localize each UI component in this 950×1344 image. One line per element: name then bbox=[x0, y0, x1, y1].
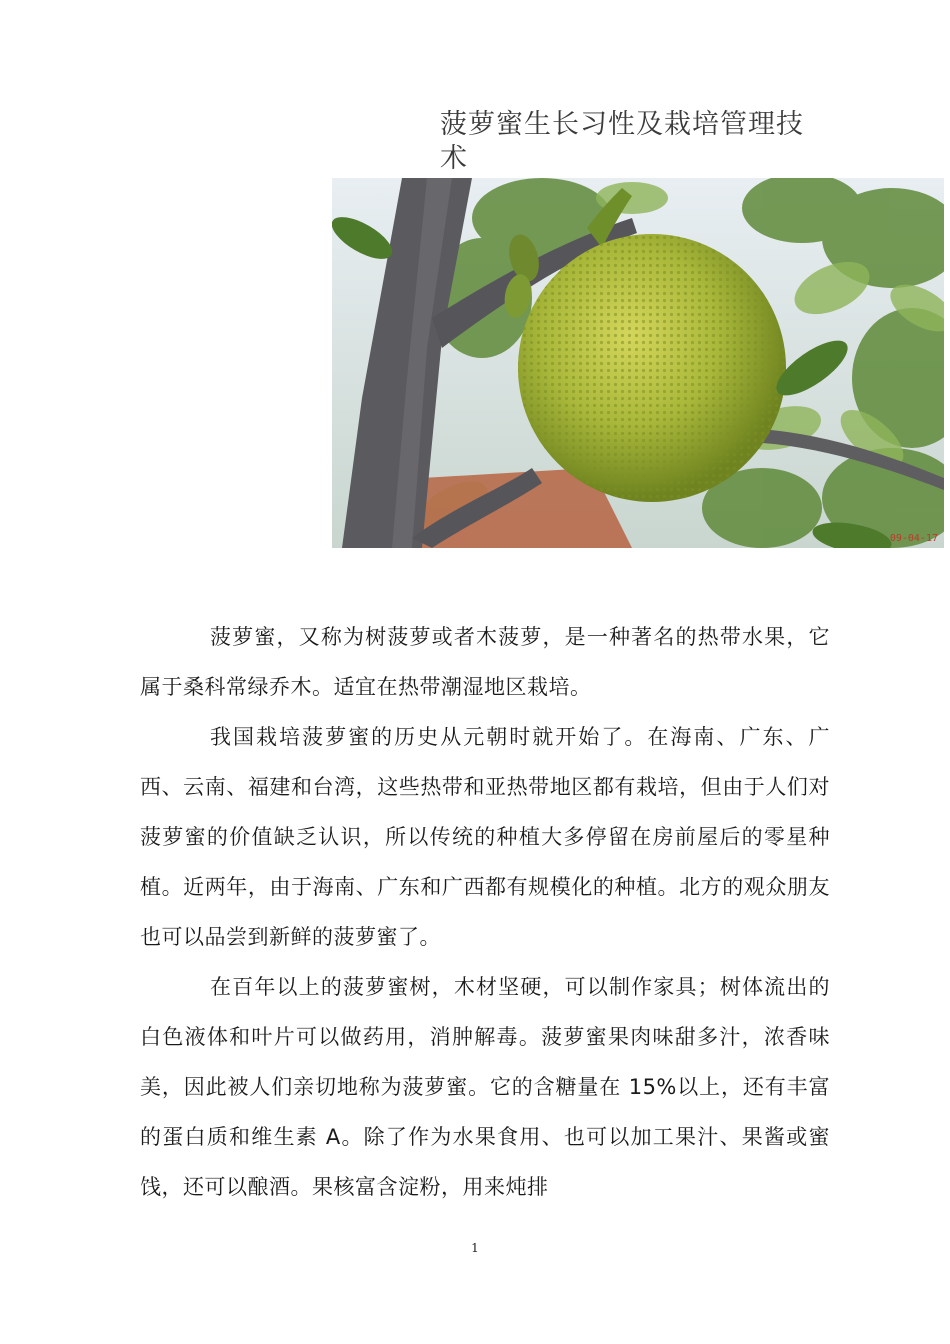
document-title: 菠萝蜜生长习性及栽培管理技术 bbox=[440, 109, 804, 174]
photo-date-stamp: 09-04-17 bbox=[889, 533, 938, 544]
paragraph-history: 我国栽培菠萝蜜的历史从元朝时就开始了。在海南、广东、广西、云南、福建和台湾，这些热带和亚热带地区都有栽培，但由于人们对菠萝蜜的价值缺乏认识，所以传统的种植大多停留在房前屋后的零星种植。近两年，由于海南、广东和广西都有规模化的种植。北方的观众朋友也可以品尝到新鲜的菠萝蜜了。 bbox=[140, 725, 830, 949]
jackfruit-photo bbox=[332, 178, 944, 548]
document-body bbox=[140, 612, 830, 1212]
paragraph-intro: 菠萝蜜，又称为树菠萝或者木菠萝，是一种著名的热带水果，它属于桑科常绿乔木。适宜在热带潮湿地区栽培。 bbox=[140, 625, 830, 699]
page-number: 1 bbox=[471, 1241, 479, 1255]
paragraph-uses: 在百年以上的菠萝蜜树，木材坚硬，可以制作家具；树体流出的白色液体和叶片可以做药用，消肿解毒。菠萝蜜果肉味甜多汁，浓香味美，因此被人们亲切地称为菠萝蜜。它的含糖量在 15%以上，还有丰富的蛋白质和维生素 A。除了作为水果食用、也可以加工果汁、果酱或蜜饯，还可以酿酒。果核富含淀粉，用来炖排 bbox=[140, 975, 830, 1199]
